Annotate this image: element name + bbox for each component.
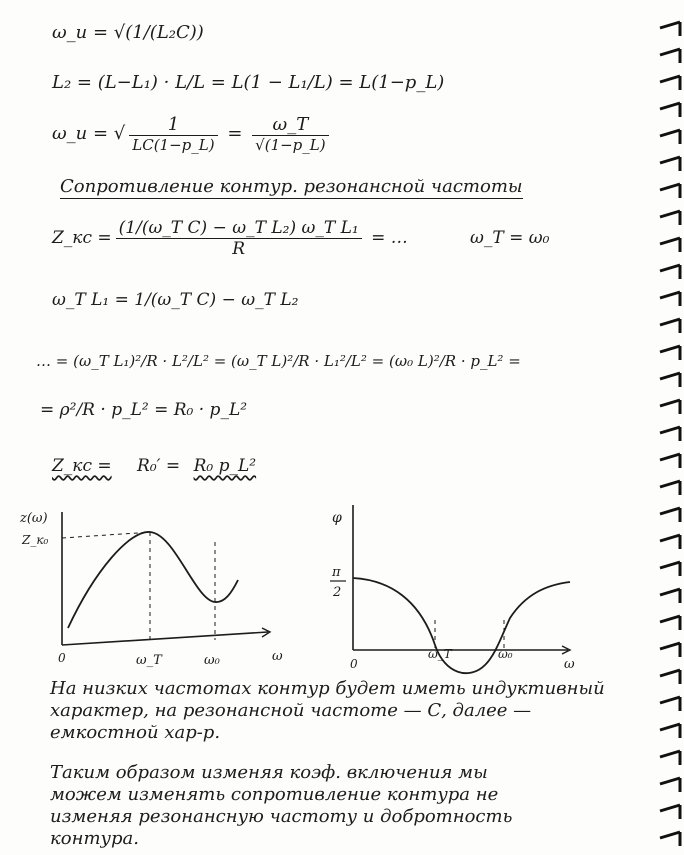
left-x-tick-1: ω_T [136,653,162,668]
spiral-ring [660,400,680,414]
spiral-ring [660,589,680,603]
spiral-ring [660,49,680,63]
formula-5-denominator: R [232,239,246,259]
formula-3-right-numerator: ω_T [252,114,328,136]
formula-line-8: = ρ²/R · p_L² = R₀ · p_L² [40,400,248,420]
section-heading: Сопротивление контур. резонансной частоты [60,176,523,197]
impedance-graph [0,500,300,670]
spiral-ring [660,535,680,549]
spiral-ring [660,481,680,495]
formula-5-side-note: ω_T = ω₀ [470,228,550,248]
spiral-ring [660,508,680,522]
spiral-ring [660,427,680,441]
formula-9-right: R₀ p_L² [193,456,257,476]
formula-3-equals: = [227,123,243,144]
formula-5-tail: = … [371,228,408,248]
left-x-label: ω [272,649,283,664]
spiral-ring [660,778,680,792]
spiral-ring [660,454,680,468]
spiral-ring [660,292,680,306]
formula-9-left: Z_кс = [52,456,112,476]
right-origin: 0 [350,657,358,671]
spiral-ring [660,22,680,36]
note-line-6: изменяя резонансную частоту и добротность [50,806,513,827]
spiral-ring [660,184,680,198]
formula-5-fraction [116,218,362,259]
right-x-tick-2: ω₀ [498,647,513,661]
right-y-label: φ [332,510,342,526]
spiral-ring [660,265,680,279]
left-x-tick-2: ω₀ [204,653,220,668]
spiral-ring [660,616,680,630]
formula-5-left: Z_кс = [52,228,112,248]
formula-line-6: ω_T L₁ = 1/(ω_T C) − ω_T L₂ [52,290,299,310]
right-x-label: ω [564,657,575,672]
note-line-3: емкостной хар-р. [50,722,221,743]
note-line-1: На низких частотах контур будет иметь индуктивный [50,678,605,699]
spiral-ring [660,211,680,225]
spiral-ring [660,832,680,846]
note-line-7: контура. [50,828,139,849]
formula-line-7: … = (ω_T L₁)²/R · L²/L² = (ω_T L)²/R · L₁²/L² = (ω₀ L)²/R · p_L² = [36,352,521,370]
formula-line-1: ω_и = √(1/(L₂C)) [52,22,204,43]
formula-3-numerator: 1 [129,114,217,136]
note-line-2: характер, на резонансной частоте — С, далее — [50,700,532,721]
spiral-ring [660,346,680,360]
spiral-binding [650,0,684,855]
formula-3-right-denominator: √(1−p_L) [255,136,326,154]
spiral-ring [660,805,680,819]
spiral-ring [660,562,680,576]
spiral-ring [660,103,680,117]
right-x-tick-1: ω_T [428,647,452,661]
spiral-ring [660,697,680,711]
left-y-label: z(ω) [20,511,48,526]
phase-curve [353,578,570,673]
formula-3-denominator: LC(1−p_L) [132,136,215,154]
formula-9-mid: R₀′ = [137,456,181,476]
spiral-ring [660,724,680,738]
spiral-ring [660,76,680,90]
spiral-ring [660,751,680,765]
spiral-ring [660,238,680,252]
formula-3-left: ω_и = √ [52,123,126,144]
spiral-ring [660,670,680,684]
formula-5-numerator: (1/(ω_T C) − ω_T L₂) ω_T L₁ [116,218,362,239]
right-y-tick-den: 2 [333,585,342,600]
left-x-axis [62,632,268,645]
left-origin: 0 [58,651,66,665]
formula-line-2: L₂ = (L−L₁) · L/L = L(1 − L₁/L) = L(1−p_L) [52,72,445,93]
left-y-tick: Z_к₀ [22,533,49,547]
spiral-ring [660,643,680,657]
spiral-ring [660,319,680,333]
formula-line-3 [52,114,333,154]
spiral-ring [660,373,680,387]
spiral-ring [660,130,680,144]
note-line-4: Таким образом изменяя коэф. включения мы [50,762,488,783]
note-line-5: можем изменять сопротивление контура не [50,784,499,805]
spiral-ring [660,157,680,171]
formula-line-9 [52,456,256,476]
phase-graph [320,500,590,685]
formula-3-fraction [129,114,217,154]
formula-3-right-fraction [252,114,328,154]
formula-line-5 [52,218,408,259]
right-y-tick-num: π [332,565,341,580]
impedance-curve [68,532,238,628]
